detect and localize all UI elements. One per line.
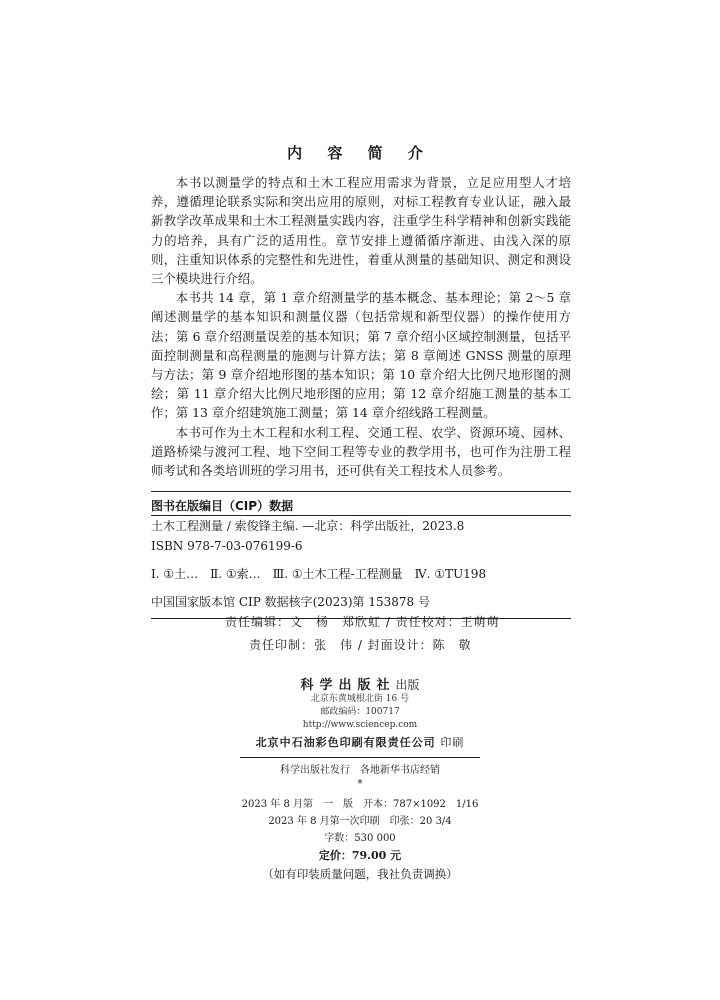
word-count: 字数：530 000	[324, 833, 396, 844]
distribution-block	[0, 763, 720, 790]
publisher-address: 北京东黄城根北街 16 号	[310, 694, 410, 704]
quality-notice: （如有印装质量问题，我社负责调换）	[262, 867, 458, 881]
intro-paragraph: 本书共 14 章，第 1 章介绍测量学的基本概念、基本理论；第 2～5 章阐述测量学的基本知识和测量仪器（包括常规和新型仪器）的操作使用方法；第 6 章介绍测量误差的基本知识；第 7 章介绍小区域控制测量，包括平面控制测量和高程测量的施测与计算方法；第 8 章阐述 GNSS 测量的原理与方法；第 9 章介绍地形图的基本知识；第 10 章介绍大比例尺地形图的测绘；第 11 章介绍大比例尺地形图的应用；第 12 章介绍施工测量的基本工作；第 13 章介绍建筑施工测量；第 14 章介绍线路工程测量。	[151, 290, 571, 421]
publisher-logo	[0, 674, 720, 693]
cip-library-number: 中国国家版本馆 CIP 数据核字(2023)第 153878 号	[151, 595, 430, 609]
book-introduction	[151, 173, 571, 480]
cip-heading: 图书在版编目（CIP）数据	[151, 499, 294, 513]
cip-top-rule	[151, 491, 571, 492]
publisher-postcode: 邮政编码：100717	[320, 707, 400, 717]
editorial-credits	[151, 611, 571, 657]
cip-classification: Ⅰ. ①土… Ⅱ. ①索… Ⅲ. ①土木工程-工程测量 Ⅳ. ①TU198	[151, 567, 487, 581]
separator-star: *	[357, 777, 363, 790]
publisher-suffix: 出版	[395, 678, 420, 692]
page-title: 内 容 简 介	[287, 144, 433, 162]
printing-line: 2023 年 8 月第一次印刷 印张：20 3/4	[268, 816, 452, 827]
publisher-block	[0, 674, 720, 750]
cip-isbn: ISBN 978-7-03-076199-6	[151, 539, 303, 553]
distribution-line: 科学出版社发行 各地新华书店经销	[280, 765, 440, 776]
publisher-divider	[240, 757, 480, 758]
cip-data-block	[151, 491, 571, 619]
cip-book-entry: 土木工程测量 / 索俊锋主编. —北京：科学出版社，2023.8	[151, 519, 465, 533]
credits-printing: 责任印制：张 伟 / 封面设计：陈 敬	[249, 638, 472, 652]
credits-editors: 责任编辑：文 杨 郑欣虹 / 责任校对：王萌萌	[225, 615, 500, 629]
intro-paragraph: 本书以测量学的特点和土木工程应用需求为背景，立足应用型人才培养，遵循理论联系实际和突出应用的原则，对标工程教育专业认证，融入最新教学改革成果和土木工程测量实践内容，注重学生科学精神和创新实践能力的培养，具有广泛的适用性。章节安排上遵循循序渐进、由浅入深的原则，注重知识体系的完整性和先进性，着重从测量的基础知识、测定和测设三个模块进行介绍。	[151, 175, 571, 287]
printer-suffix: 印刷	[440, 736, 465, 749]
publisher-url: http://www.sciencep.com	[302, 720, 418, 730]
price: 定价：79.00 元	[318, 849, 402, 862]
edition-line: 2023 年 8 月第 一 版 开本：787×1092 1/16	[241, 799, 479, 810]
print-specs	[0, 796, 720, 884]
publisher-name: 科学出版社	[300, 678, 396, 693]
intro-paragraph: 本书可作为土木工程和水利工程、交通工程、农学、资源环境、园林、道路桥梁与渡河工程、地下空间工程等专业的教学用书，也可作为注册工程师考试和各类培训班的学习用书，还可供有关工程技术人员参考。	[151, 424, 571, 479]
printer-name: 北京中石油彩色印刷有限责任公司	[255, 736, 436, 749]
printer-line	[0, 734, 720, 750]
